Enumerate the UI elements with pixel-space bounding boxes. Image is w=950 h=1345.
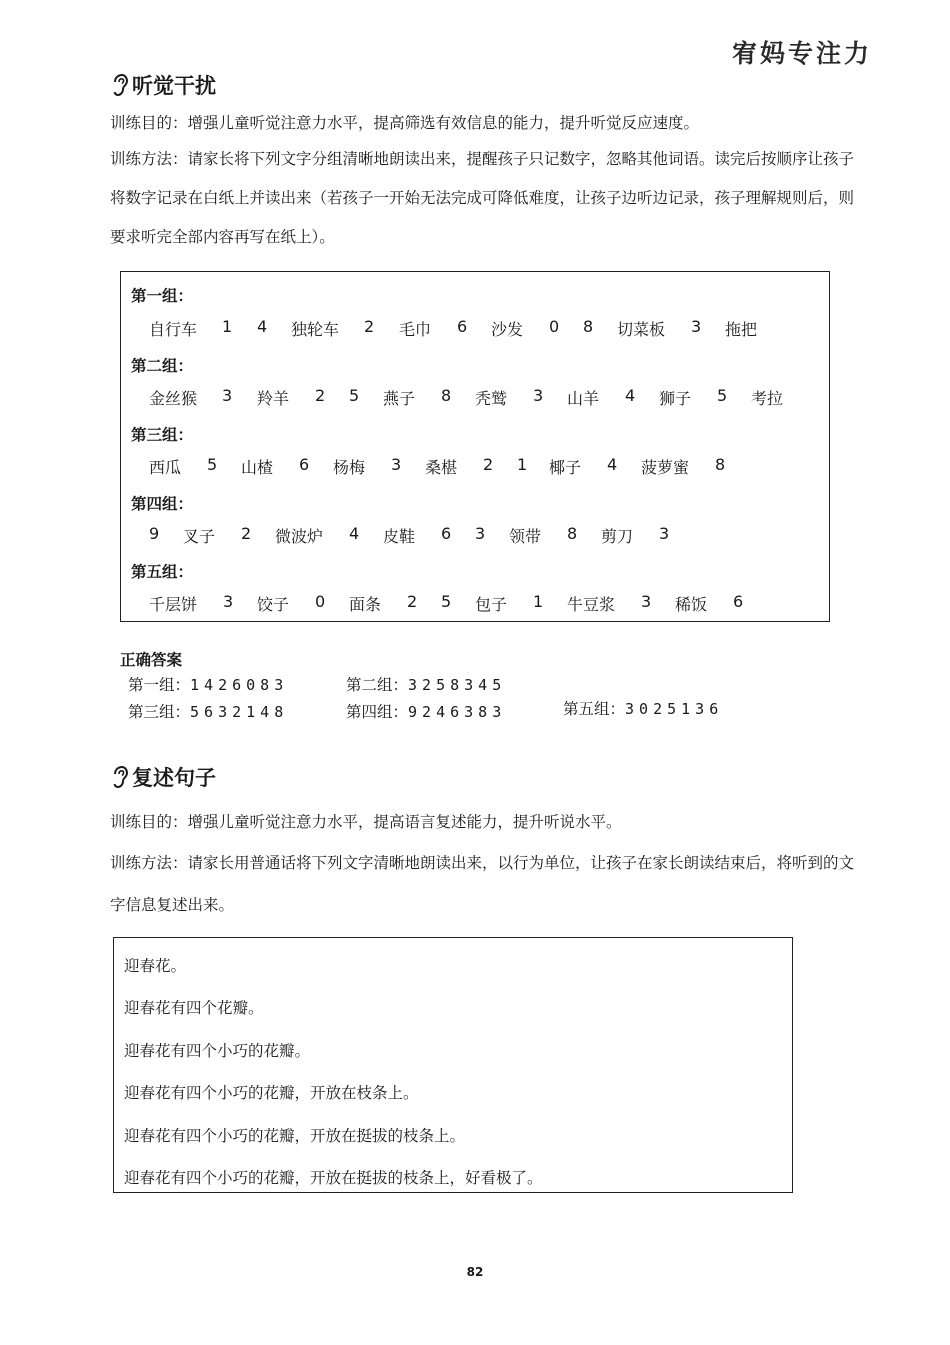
group-item: 椰子 bbox=[549, 458, 582, 477]
group-item: 燕子 bbox=[383, 389, 416, 408]
group-item: 秃鹫 bbox=[475, 389, 508, 408]
group-item: 6 bbox=[733, 592, 744, 611]
group-item: 包子 bbox=[475, 595, 508, 614]
group-label: 第五组： bbox=[131, 563, 194, 581]
group-item: 稀饭 bbox=[675, 595, 708, 614]
answer-digits: 3258345 bbox=[408, 676, 507, 694]
answer-digits: 1426083 bbox=[190, 676, 289, 694]
sentence-line: 迎春花有四个小巧的花瓣，开放在枝条上。 bbox=[124, 1084, 419, 1102]
brand-title: 宥妈专注力 bbox=[731, 39, 872, 68]
answer-label: 第五组： bbox=[563, 700, 626, 718]
group-item: 3 bbox=[222, 386, 233, 405]
section1-method: 训练方法：请家长将下列文字分组清晰地朗读出来，提醒孩子只记数字，忽略其他词语。读完后按顺序让孩子将数字记录在白纸上并读出来（若孩子一开始无法完成可降低难度，让孩子边听边记录，孩子理解规则后，则要求听完全部内容再写在纸上）。 bbox=[110, 150, 855, 246]
group-item: 8 bbox=[715, 455, 726, 474]
group-item: 3 bbox=[223, 592, 234, 611]
groups-box bbox=[120, 271, 830, 622]
group-item: 领带 bbox=[509, 527, 542, 546]
group-item: 3 bbox=[391, 455, 402, 474]
group-item: 狮子 bbox=[659, 389, 692, 408]
section2-method: 训练方法：请家长用普通话将下列文字清晰地朗读出来，以行为单位，让孩子在家长朗读结束后，将听到的文字信息复述出来。 bbox=[110, 854, 855, 914]
group-item: 3 bbox=[533, 386, 544, 405]
group-item: 2 bbox=[364, 317, 375, 336]
group-item: 4 bbox=[349, 524, 360, 543]
group-item: 5 bbox=[717, 386, 728, 405]
sentence-line: 迎春花。 bbox=[124, 957, 187, 975]
group-item: 2 bbox=[241, 524, 252, 543]
group-item: 羚羊 bbox=[257, 389, 290, 408]
group-item: 1 bbox=[533, 592, 544, 611]
section1-title-text: 听觉干扰 bbox=[132, 74, 216, 98]
group-item: 3 bbox=[475, 524, 486, 543]
group-item: 3 bbox=[691, 317, 702, 336]
group-item: 4 bbox=[257, 317, 268, 336]
group-item: 面条 bbox=[349, 595, 382, 614]
group-item: 8 bbox=[441, 386, 452, 405]
group-item: 考拉 bbox=[751, 389, 784, 408]
answer-digits: 9246383 bbox=[408, 703, 507, 721]
group-item: 0 bbox=[315, 592, 326, 611]
group-item: 桑椹 bbox=[425, 458, 458, 477]
page-number: 82 bbox=[466, 1265, 484, 1279]
group-item: 3 bbox=[641, 592, 652, 611]
group-item: 1 bbox=[517, 455, 528, 474]
answer-4 bbox=[346, 700, 506, 722]
group-item: 8 bbox=[583, 317, 594, 336]
sentences-box bbox=[113, 937, 793, 1193]
group-item: 自行车 bbox=[149, 320, 198, 339]
section-title-retell-sentences bbox=[112, 762, 216, 792]
group-item: 山楂 bbox=[241, 458, 274, 477]
section1-goal: 训练目的：增强儿童听觉注意力水平，提高筛选有效信息的能力，提升听觉反应速度。 bbox=[110, 114, 700, 132]
group-item: 金丝猴 bbox=[149, 389, 198, 408]
group-item: 千层饼 bbox=[149, 595, 198, 614]
group-item: 牛豆浆 bbox=[567, 595, 616, 614]
section2-goal: 训练目的：增强儿童听觉注意力水平，提高语言复述能力，提升听说水平。 bbox=[110, 813, 622, 831]
group-item: 1 bbox=[222, 317, 233, 336]
group-item: 2 bbox=[315, 386, 326, 405]
group-item: 切菜板 bbox=[617, 320, 666, 339]
group-item: 西瓜 bbox=[149, 458, 182, 477]
group-item: 菠萝蜜 bbox=[641, 458, 690, 477]
group-item: 8 bbox=[567, 524, 578, 543]
group-item: 杨梅 bbox=[333, 458, 366, 477]
group-item: 5 bbox=[207, 455, 218, 474]
answer-digits: 3025136 bbox=[625, 700, 724, 718]
answer-label: 第一组： bbox=[128, 676, 191, 694]
group-item: 3 bbox=[659, 524, 670, 543]
group-item: 4 bbox=[607, 455, 618, 474]
group-label: 第二组： bbox=[131, 357, 194, 375]
group-item: 饺子 bbox=[257, 595, 290, 614]
answer-digits: 5632148 bbox=[190, 703, 289, 721]
sentence-line: 迎春花有四个花瓣。 bbox=[124, 999, 264, 1017]
answer-1 bbox=[128, 673, 288, 695]
group-item: 拖把 bbox=[725, 320, 758, 339]
answers-title: 正确答案 bbox=[120, 651, 183, 669]
section-title-auditory-interference bbox=[112, 70, 216, 100]
sentence-line: 迎春花有四个小巧的花瓣，开放在挺拔的枝条上。 bbox=[124, 1127, 466, 1145]
group-item: 6 bbox=[441, 524, 452, 543]
answer-3 bbox=[128, 700, 288, 722]
group-label: 第四组： bbox=[131, 495, 194, 513]
group-label: 第三组： bbox=[131, 426, 194, 444]
answer-label: 第四组： bbox=[346, 703, 409, 721]
group-label: 第一组： bbox=[131, 287, 194, 305]
answer-label: 第三组： bbox=[128, 703, 191, 721]
ear-icon bbox=[112, 766, 128, 788]
group-item: 4 bbox=[625, 386, 636, 405]
group-item: 毛巾 bbox=[399, 320, 432, 339]
group-item: 6 bbox=[457, 317, 468, 336]
group-item: 叉子 bbox=[183, 527, 216, 546]
ear-icon bbox=[112, 74, 128, 96]
group-item: 微波炉 bbox=[275, 527, 324, 546]
sentence-line: 迎春花有四个小巧的花瓣，开放在挺拔的枝条上，好看极了。 bbox=[124, 1169, 543, 1187]
group-item: 5 bbox=[441, 592, 452, 611]
group-item: 9 bbox=[149, 524, 160, 543]
sentence-line: 迎春花有四个小巧的花瓣。 bbox=[124, 1042, 311, 1060]
answer-label: 第二组： bbox=[346, 676, 409, 694]
answer-5 bbox=[563, 697, 723, 719]
group-item: 山羊 bbox=[567, 389, 600, 408]
group-item: 独轮车 bbox=[291, 320, 340, 339]
group-item: 6 bbox=[299, 455, 310, 474]
group-item: 5 bbox=[349, 386, 360, 405]
group-item: 0 bbox=[549, 317, 560, 336]
section2-title-text: 复述句子 bbox=[132, 766, 216, 790]
group-item: 剪刀 bbox=[601, 527, 634, 546]
answer-2 bbox=[346, 673, 506, 695]
group-item: 2 bbox=[483, 455, 494, 474]
group-item: 2 bbox=[407, 592, 418, 611]
group-item: 沙发 bbox=[491, 320, 524, 339]
group-item: 皮鞋 bbox=[383, 527, 416, 546]
